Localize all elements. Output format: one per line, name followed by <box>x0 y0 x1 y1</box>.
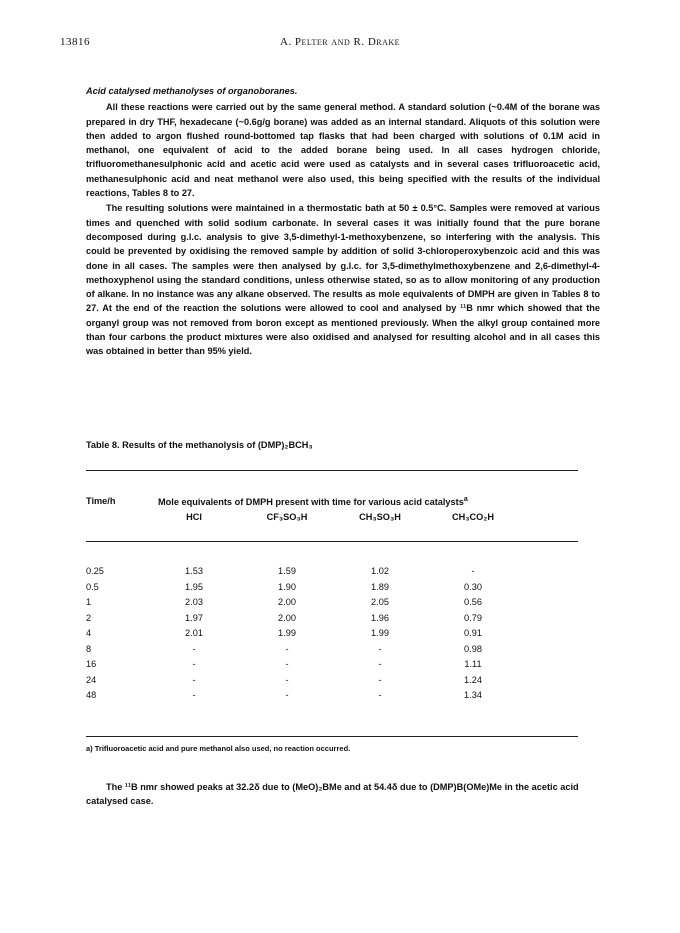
time-cell: 0.25 <box>86 566 104 576</box>
table-caption: Table 8. Results of the methanolysis of (DMP)₂BCH₃ <box>86 440 313 450</box>
ch3co2h-cell: 1.11 <box>464 659 482 669</box>
table-row <box>86 675 578 691</box>
table-footnote: a) Trifluoroacetic acid and pure methanol also used, no reaction occurred. <box>86 744 351 753</box>
paragraph-2: The resulting solutions were maintained in a thermostatic bath at 50 ± 0.5°C. Samples were removed at various times and quenched with solid sodium carbonate. In several cases it was initially found that the pure borane decomposed during g.l.c. analysis to give 3,5-dimethyl-1-methoxybenzene, so interfering with the analysis. This could be prevented by oxidising the removed sample by addition of solid 3-chloroperoxybenzoic acid and this was done in all cases. The samples were then analysed by g.l.c. for 3,5-dimethylmethoxybenzene and 2,6-dimethyl-4-methoxyphenol using the standard conditions, unless otherwise stated, so as to allow monitoring of any production of alkane. In no instance was any alkane observed. The results as mole equivalents of DMPH are given in Tables 8 to 27. At the end of the reaction the solutions were allowed to cool and analysed by ¹¹B nmr which showed that the organyl group was not removed from boron except as mentioned previously. When the alkyl group contained more than four carbons the product mixtures were also oxidised and analysed for resulting alcohol and in all cases this was obtained in better than 95% yield. <box>86 203 600 357</box>
ch3co2h-cell: 0.91 <box>464 628 482 638</box>
time-cell: 48 <box>86 690 97 700</box>
table-top-rule <box>86 470 578 471</box>
cf3so3h-cell: - <box>285 659 289 669</box>
ch3so3h-cell: 1.96 <box>371 612 389 623</box>
time-cell: 4 <box>86 628 92 638</box>
hcl-cell: 1.53 <box>185 566 203 576</box>
time-cell: 24 <box>86 674 97 685</box>
closing-paragraph: The ¹¹B nmr showed peaks at 32.2δ due to (MeO)₂BMe and at 54.4δ due to (DMP)B(OMe)Me in the acetic acid catalysed case. <box>86 782 579 807</box>
hcl-cell: - <box>192 690 196 700</box>
hcl-cell: 1.97 <box>185 612 203 623</box>
table-row <box>86 613 578 629</box>
ch3so3h-cell: 1.99 <box>371 628 389 638</box>
hcl-cell: - <box>192 659 196 669</box>
time-header: Time/h <box>86 496 116 506</box>
time-cell: 8 <box>86 643 92 654</box>
ch3so3h-cell: 2.05 <box>371 597 389 607</box>
table-row <box>86 659 578 675</box>
hcl-cell: 2.03 <box>185 597 203 607</box>
table-row <box>86 628 578 644</box>
column-header-ch3so3h: CH₃SO₃H <box>359 512 401 522</box>
ch3so3h-cell: - <box>378 674 382 685</box>
ch3co2h-cell: 0.56 <box>464 597 482 607</box>
running-head: A. Pelter and R. Drake <box>279 36 401 48</box>
time-cell: 1 <box>86 597 92 607</box>
ch3so3h-cell: - <box>378 643 382 654</box>
time-cell: 16 <box>86 659 97 669</box>
table-body <box>86 566 578 706</box>
time-cell: 0.5 <box>86 581 99 592</box>
ch3so3h-cell: - <box>378 690 382 700</box>
section-heading: Acid catalysed methanolyses of organoboranes. <box>86 86 298 96</box>
hcl-cell: 1.95 <box>185 581 203 592</box>
footnote-marker: a <box>463 496 468 503</box>
hcl-cell: 2.01 <box>185 628 203 638</box>
column-header-hcl: HCl <box>186 512 202 522</box>
cf3so3h-cell: - <box>285 643 289 654</box>
ch3so3h-cell: 1.89 <box>371 581 389 592</box>
cf3so3h-cell: 2.00 <box>278 597 296 607</box>
column-header-cf3so3h: CF₃SO₃H <box>266 512 308 522</box>
ch3co2h-cell: 0.79 <box>464 612 482 623</box>
cf3so3h-cell: - <box>285 690 289 700</box>
table-header-rule <box>86 541 578 542</box>
cf3so3h-cell: 1.90 <box>278 581 296 592</box>
cf3so3h-cell: 1.59 <box>278 566 296 576</box>
hcl-cell: - <box>192 643 196 654</box>
ch3co2h-cell: 0.30 <box>464 581 482 592</box>
table-row <box>86 597 578 613</box>
table-row <box>86 690 578 706</box>
column-header-ch3co2h: CH₃CO₂H <box>451 512 495 522</box>
cf3so3h-cell: 2.00 <box>278 612 296 623</box>
ch3so3h-cell: - <box>378 659 382 669</box>
group-header-text: Mole equivalents of DMPH present with time for various acid catalysts <box>158 497 464 508</box>
table-bottom-rule <box>86 736 578 737</box>
time-cell: 2 <box>86 612 92 623</box>
paragraph-1: All these reactions were carried out by the same general method. A standard solution (~0.4M of the borane was prepared in dry THF, hexadecane (~0.6g/g borane) was added as an internal standard. Aliquots of this solution were then added to argon flushed round-bottomed tap flasks that had been charged with solutions of 0.1M acid in methanol, one equivalent of acid to the added borane being used. In all cases hydrogen chloride, trifluoromethanesulphonic acid and acetic acid were used as catalysts and in several cases trifluoroacetic acid, methanesulphonic acid and neat methanol were also used, this being specified with the results of the individual reactions, Tables 8 to 27. <box>86 102 600 199</box>
ch3so3h-cell: 1.02 <box>371 566 389 576</box>
group-header <box>158 496 468 507</box>
cf3so3h-cell: - <box>285 674 289 685</box>
ch3co2h-cell: 0.98 <box>464 643 482 654</box>
table-row <box>86 582 578 598</box>
table-row <box>86 566 578 582</box>
cf3so3h-cell: 1.99 <box>278 628 296 638</box>
section-body <box>86 84 600 359</box>
ch3co2h-cell: 1.24 <box>464 674 482 685</box>
ch3co2h-cell: 1.34 <box>464 690 482 700</box>
page-number: 13816 <box>60 36 90 48</box>
hcl-cell: - <box>192 674 196 685</box>
ch3co2h-cell: - <box>471 566 475 576</box>
table-row <box>86 644 578 660</box>
